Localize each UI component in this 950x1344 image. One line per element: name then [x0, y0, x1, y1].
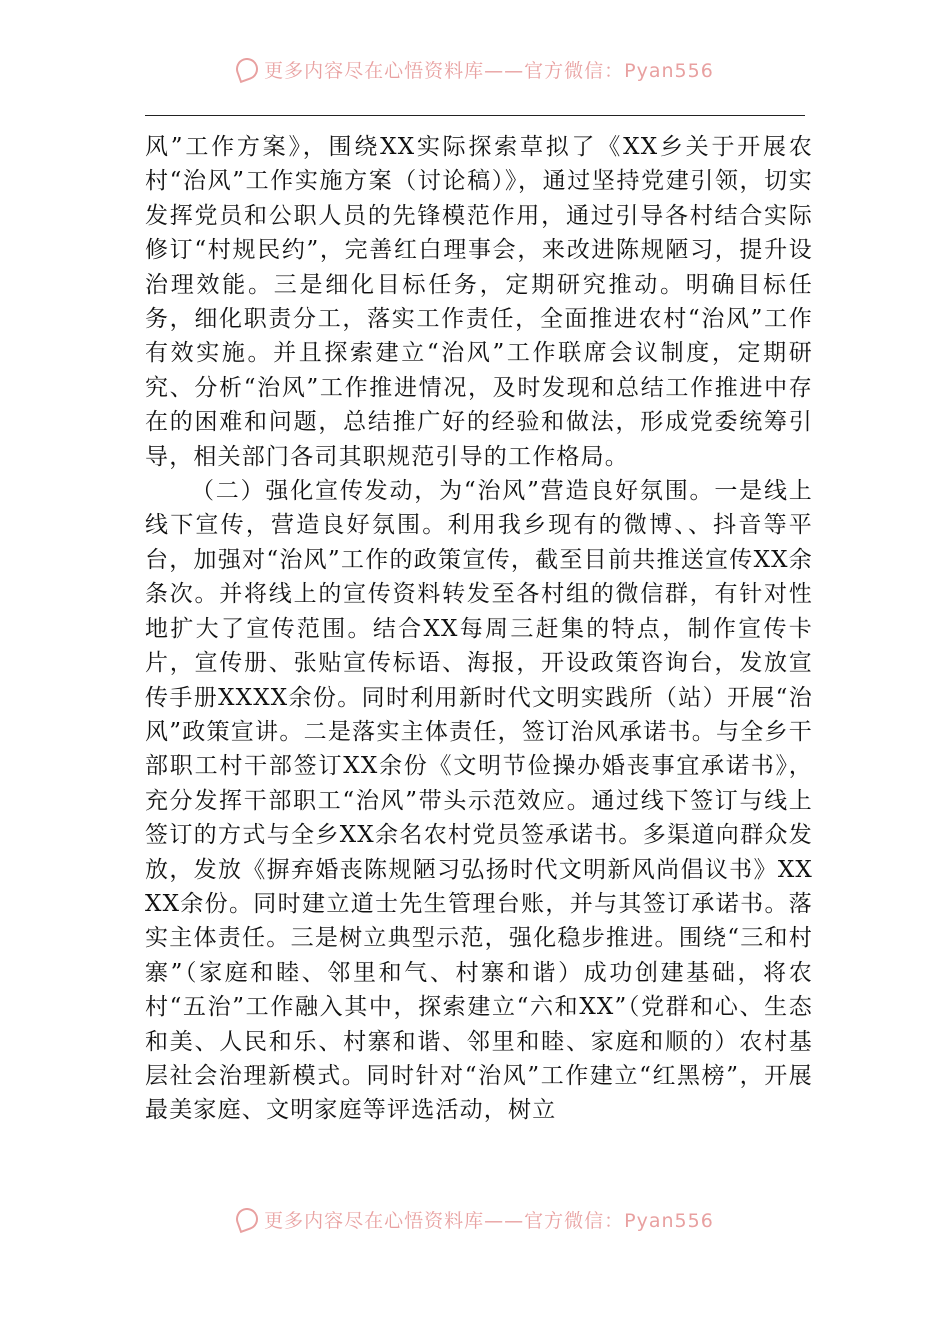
header-divider: [145, 115, 805, 116]
watermark-text: 更多内容尽在心悟资料库——官方微信：Pyan556: [264, 60, 714, 82]
watermark-footer: [0, 1208, 950, 1234]
paragraph-section-two: （二）强化宣传发动，为“治风”营造良好氛围。一是线上线下宣传，营造良好氛围。利用我乡现有的微博、、抖音等平台，加强对“治风”工作的政策宣传，截至目前共推送宣传XX余条次。并将线上的宣传资料转发至各村组的微信群，有针对性地扩大了宣传范围。结合XX每周三赶集的特点，制作宣传卡片，宣传册、张贴宣传标语、海报，开设政策咨询台，发放宣传手册XXXX余份。同时利用新时代文明实践所（站）开展“治风”政策宣讲。二是落实主体责任，签订治风承诺书。与全乡干部职工村干部签订XX余份《文明节俭操办婚丧事宜承诺书》，充分发挥干部职工“治风”带头示范效应。通过线下签订与线上签订的方式与全乡XX余名农村党员签承诺书。多渠道向群众发放，发放《摒弃婚丧陈规陋习弘扬时代文明新风尚倡议书》XXXX余份。同时建立道士先生管理台账，并与其签订承诺书。落实主体责任。三是树立典型示范，强化稳步推进。围绕“三和村寨”（家庭和睦、邻里和气、村寨和谐）成功创建基础，将农村“五治”工作融入其中，探索建立“六和XX”（党群和心、生态和美、人民和乐、村寨和谐、邻里和睦、家庭和顺的）农村基层社会治理新模式。同时针对“治风”工作建立“红黑榜”，开展最美家庭、文明家庭等评选活动，树立: [145, 478, 813, 1124]
watermark-header: [0, 58, 950, 84]
document-body: [145, 130, 813, 1128]
watermark-logo-icon: [233, 58, 261, 83]
watermark-logo-icon: [233, 1208, 261, 1233]
paragraph-continuation: 风”工作方案》，围绕XX实际探索草拟了《XX乡关于开展农村“治风”工作实施方案（讨论稿）》，通过坚持党建引领，切实发挥党员和公职人员的先锋模范作用，通过引导各村结合实际修订“村规民约”，完善红白理事会，来改进陈规陋习，提升设治理效能。三是细化目标任务，定期研究推动。明确目标任务，细化职责分工，落实工作责任，全面推进农村“治风”工作有效实施。并且探索建立“治风”工作联席会议制度，定期研究、分析“治风”工作推进情况，及时发现和总结工作推进中存在的困难和问题，总结推广好的经验和做法，形成党委统筹引导，相关部门各司其职规范引导的工作格局。: [145, 134, 813, 470]
watermark-text: 更多内容尽在心悟资料库——官方微信：Pyan556: [264, 1210, 714, 1232]
